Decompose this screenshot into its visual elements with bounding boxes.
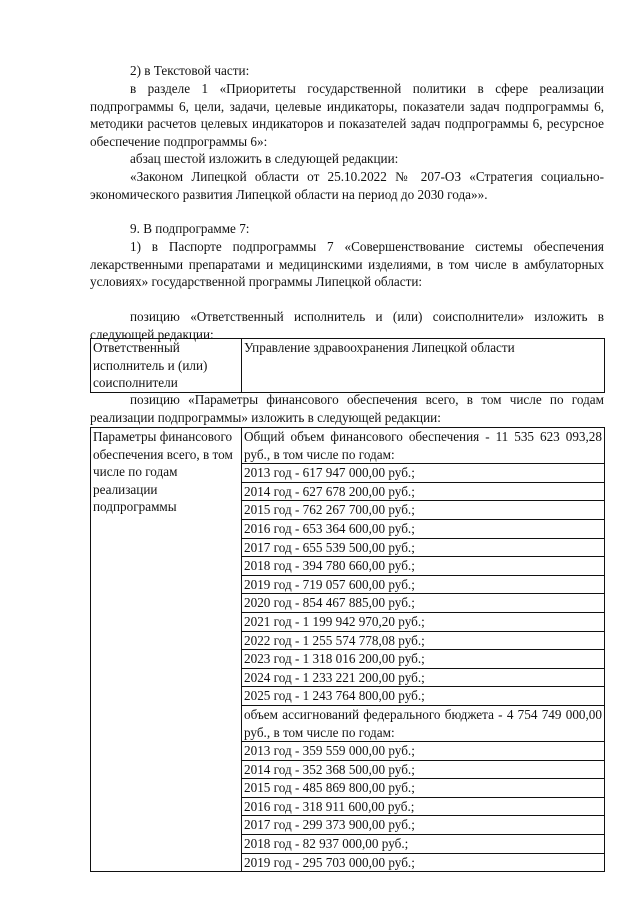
responsible-value-cell: Управление здравоохранения Липецкой области xyxy=(242,339,605,393)
position-2-paragraph: позицию «Параметры финансового обеспечения всего, в том числе по годам реализации подпрограммы» изложить в следующей редакции: xyxy=(90,392,604,425)
year-amount-line: 2017 год - 655 539 500,00 руб.; xyxy=(242,539,604,558)
year-amount-line: 2016 год - 318 911 600,00 руб.; xyxy=(242,798,604,817)
financing-label-cell: Параметры финансового обеспечения всего, в том числе по годам реализации подпрограммы xyxy=(91,428,242,872)
table-row xyxy=(91,339,605,393)
financing-table xyxy=(90,427,605,872)
passport-paragraph: 1) в Паспорте подпрограммы 7 «Совершенствование системы обеспечения лекарственными препаратами и медицинскими изделиями, в том числе в амбулаторных условиях» государственной программы Липецкой области: xyxy=(90,239,604,290)
federal-years-list xyxy=(242,742,604,871)
year-amount-line: 2013 год - 617 947 000,00 руб.; xyxy=(242,464,604,483)
year-amount-line: 2019 год - 295 703 000,00 руб.; xyxy=(244,854,415,870)
section-1-paragraph: в разделе 1 «Приоритеты государственной политики в сфере реализации подпрограммы 6, цели, задачи, целевые индикаторы, показатели задач подпрограммы 6, методики расчетов целевых индикаторов и показателей задач подпрограммы 6, ресурсное обеспечение подпрограммы 6»: xyxy=(90,81,604,149)
item-9-heading: 9. В подпрограмме 7: xyxy=(130,221,250,236)
year-amount-line: 2019 год - 719 057 600,00 руб.; xyxy=(242,576,604,595)
financing-value-cell xyxy=(242,428,605,872)
year-amount-line: 2015 год - 762 267 700,00 руб.; xyxy=(242,501,604,520)
year-amount-line: 2020 год - 854 467 885,00 руб.; xyxy=(242,594,604,613)
abzac-paragraph: абзац шестой изложить в следующей редакции: xyxy=(130,151,399,166)
year-amount-line: 2013 год - 359 559 000,00 руб.; xyxy=(242,742,604,761)
year-amount-line: 2024 год - 1 233 221 200,00 руб.; xyxy=(242,669,604,688)
responsible-label-cell: Ответственный исполнитель и (или) соисполнители xyxy=(91,339,242,393)
item-2-text: 2) в Текстовой части: xyxy=(130,63,250,78)
year-amount-line: 2014 год - 352 368 500,00 руб.; xyxy=(242,761,604,780)
federal-budget-total: объем ассигнований федерального бюджета - 4 754 749 000,00 руб., в том числе по годам: xyxy=(242,706,604,742)
year-amount-line: 2015 год - 485 869 800,00 руб.; xyxy=(242,779,604,798)
financing-years-list xyxy=(242,464,604,706)
year-amount-line: 2023 год - 1 318 016 200,00 руб.; xyxy=(242,650,604,669)
year-amount-line: 2017 год - 299 373 900,00 руб.; xyxy=(242,816,604,835)
year-amount-line: 2018 год - 82 937 000,00 руб.; xyxy=(242,835,604,854)
year-amount-line: 2025 год - 1 243 764 800,00 руб.; xyxy=(242,687,604,706)
year-amount-line: 2014 год - 627 678 200,00 руб.; xyxy=(242,483,604,502)
responsible-executor-table xyxy=(90,338,605,393)
year-amount-line: 2018 год - 394 780 660,00 руб.; xyxy=(242,557,604,576)
year-amount-line: 2021 год - 1 199 942 970,20 руб.; xyxy=(242,613,604,632)
law-paragraph: «Законом Липецкой области от 25.10.2022 № 207-ОЗ «Стратегия социально-экономического развития Липецкой области на период до 2030 года»». xyxy=(90,169,604,202)
position-1-paragraph: позицию «Ответственный исполнитель и (или) соисполнители» изложить в следующей редакции: xyxy=(90,309,604,342)
year-amount-line: 2016 год - 653 364 600,00 руб.; xyxy=(242,520,604,539)
year-amount-line: 2022 год - 1 255 574 778,08 руб.; xyxy=(242,632,604,651)
table-row xyxy=(91,428,605,872)
financing-total: Общий объем финансового обеспечения - 11 535 623 093,28 руб., в том числе по годам: xyxy=(242,428,604,464)
